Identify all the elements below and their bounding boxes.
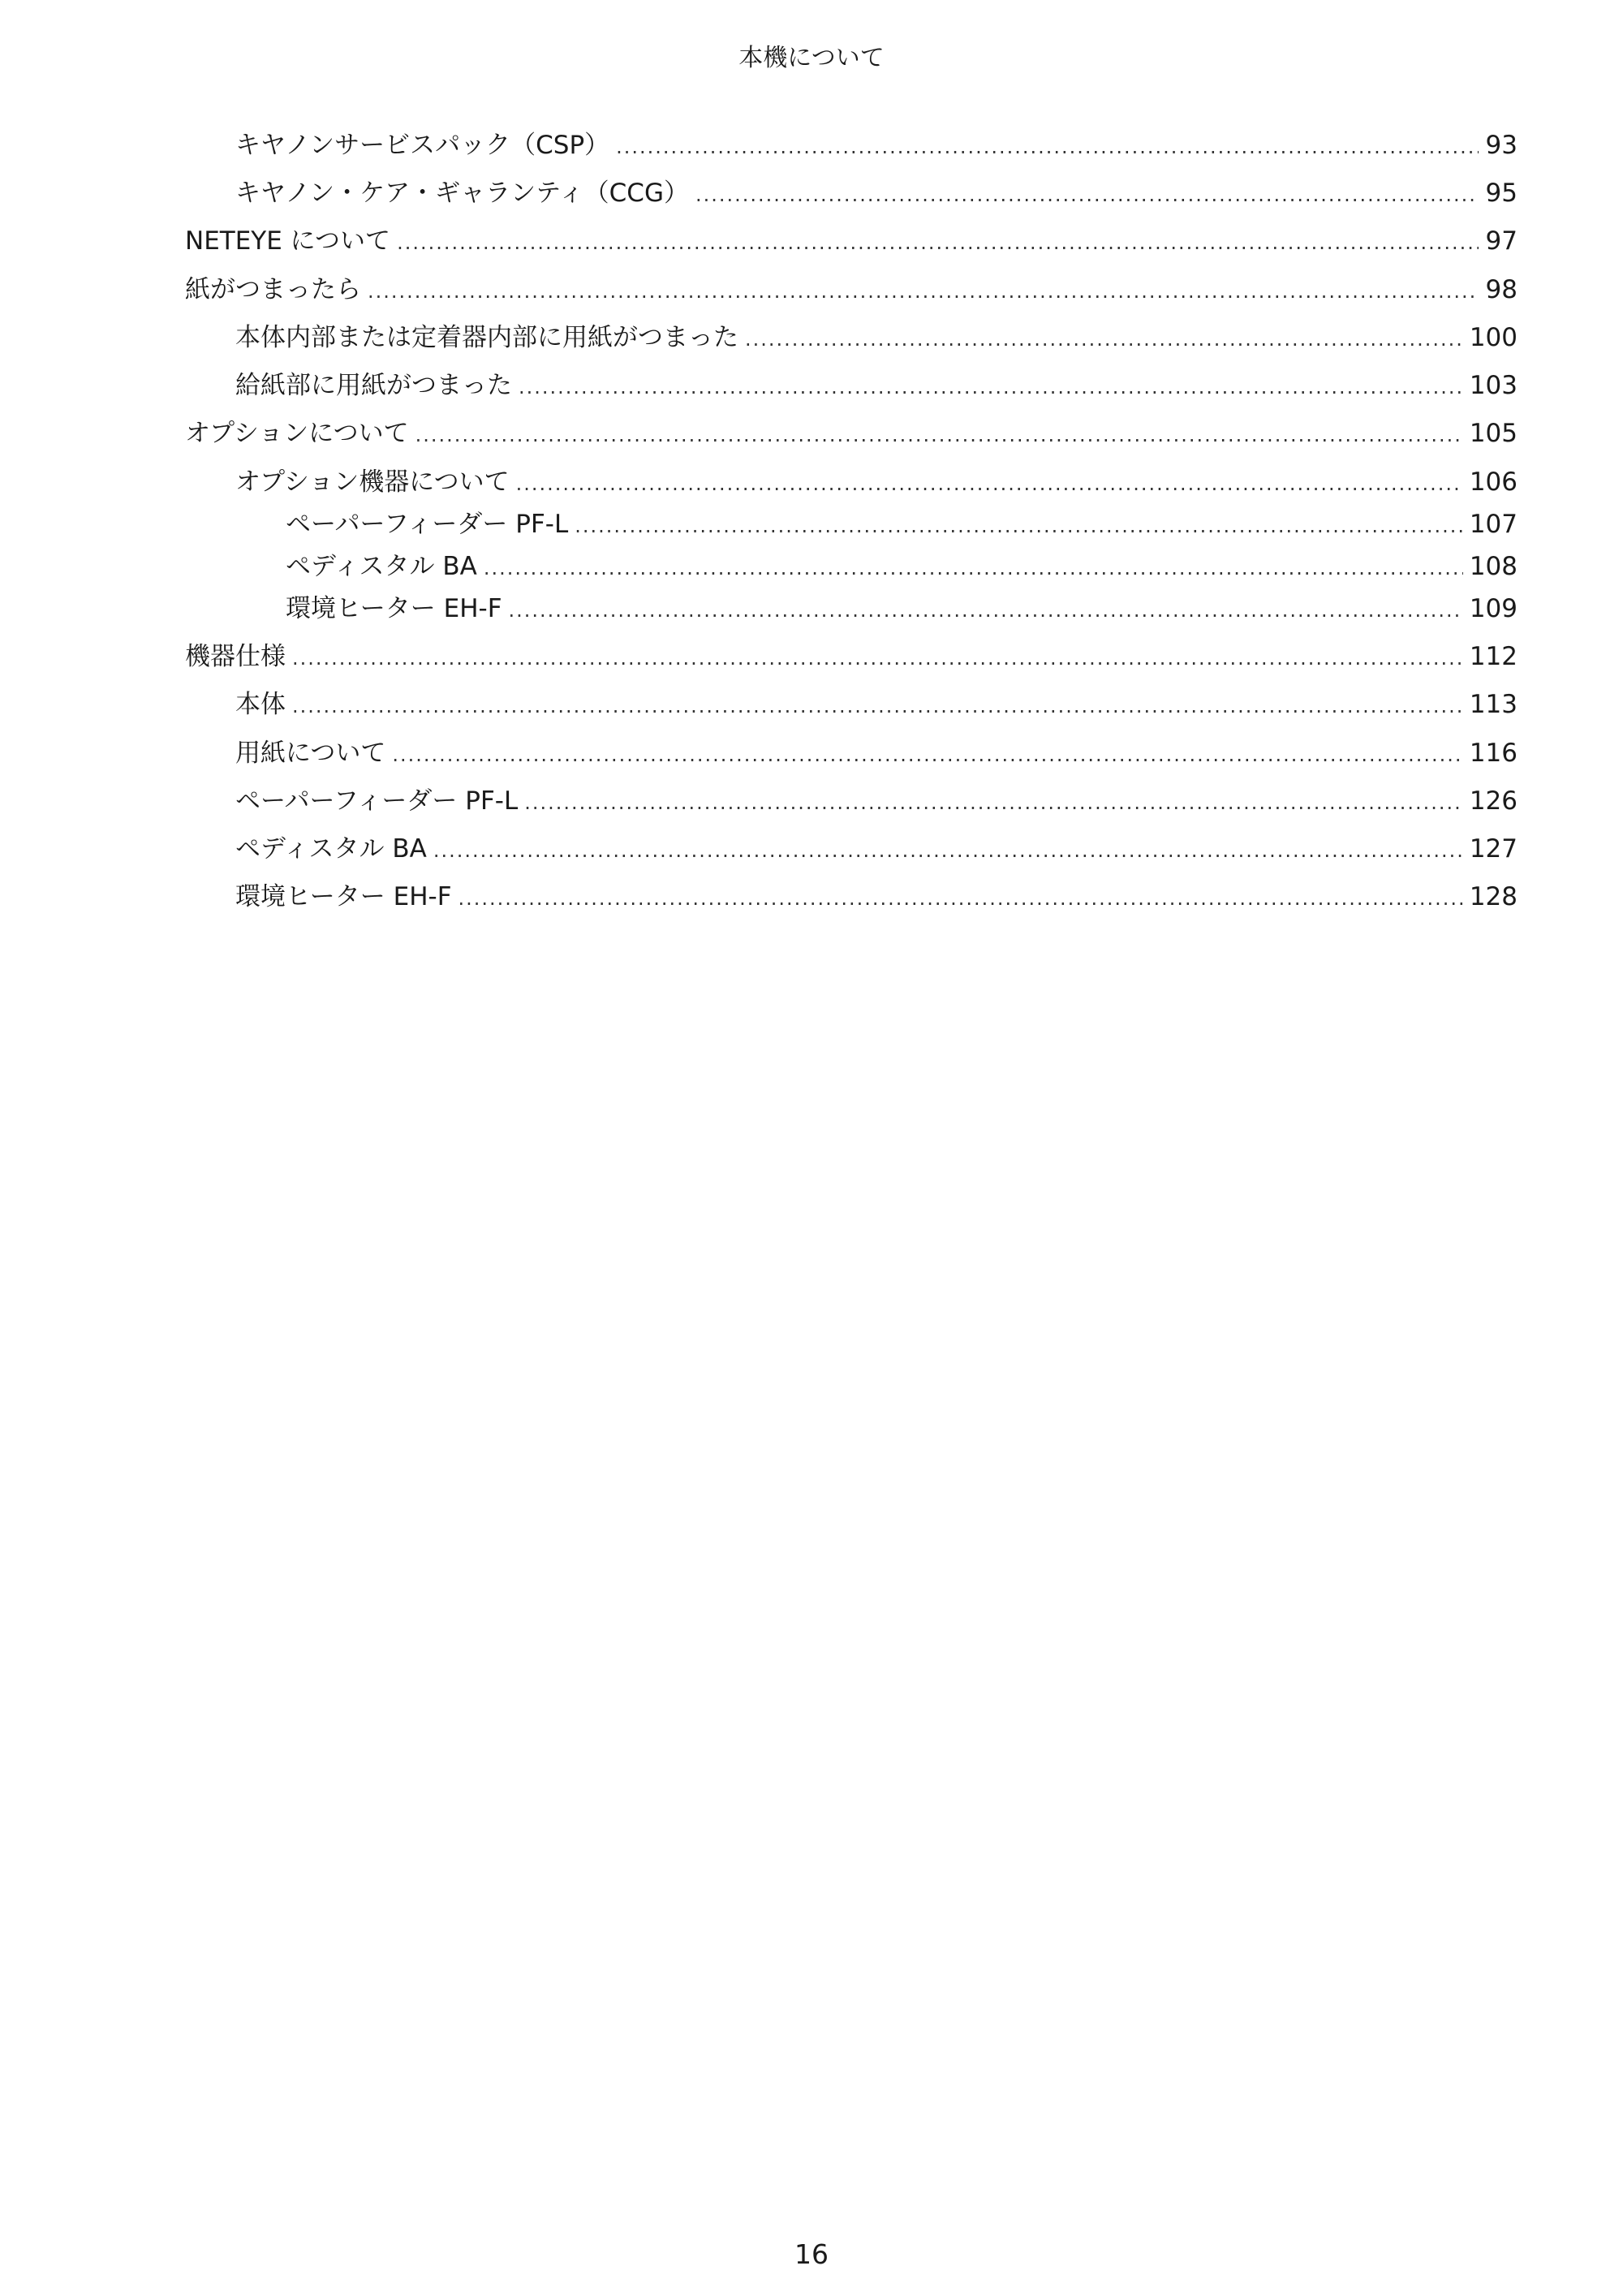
toc-leader-dots: [524, 785, 1463, 821]
toc-entry[interactable]: [185, 368, 1518, 403]
toc-entry[interactable]: [185, 879, 1518, 915]
toc-entry-title: NETEYE について: [185, 226, 391, 256]
toc-entry-title: ペーパーフィーダー PF-L: [235, 786, 519, 816]
toc-entry-title: 環境ヒーター EH-F: [286, 594, 502, 623]
toc-leader-dots: [292, 640, 1463, 676]
toc-entry-page: 126: [1469, 786, 1518, 816]
toc-leader-dots: [458, 881, 1463, 916]
toc-leader-dots: [509, 592, 1463, 628]
toc-entry[interactable]: [185, 783, 1518, 819]
toc-entry[interactable]: [185, 464, 1518, 500]
toc-entry-page: 103: [1469, 371, 1518, 400]
toc-entry-page: 109: [1469, 594, 1518, 623]
toc-entry-title: オプションについて: [185, 419, 409, 448]
toc-entry[interactable]: [185, 506, 1518, 542]
toc-entry-title: 環境ヒーター EH-F: [235, 882, 452, 911]
toc-entry-page: 95: [1485, 179, 1518, 208]
toc-entry[interactable]: [185, 272, 1518, 308]
toc-entry-title: ペディスタル BA: [235, 834, 427, 864]
toc-entry[interactable]: [185, 416, 1518, 451]
toc-entry-title: キヤノン・ケア・ギャランティ（CCG）: [235, 179, 689, 208]
toc-entry[interactable]: [185, 687, 1518, 722]
toc-leader-dots: [433, 833, 1463, 868]
toc-entry[interactable]: [185, 639, 1518, 674]
toc-entry-title: キヤノンサービスパック（CSP）: [235, 131, 610, 160]
toc-leader-dots: [415, 417, 1463, 453]
toc-entry-title: 紙がつまったら: [185, 275, 361, 304]
toc-entry-page: 106: [1469, 467, 1518, 497]
toc-entry[interactable]: [185, 831, 1518, 867]
toc-entry-page: 116: [1469, 739, 1518, 768]
toc-leader-dots: [392, 737, 1462, 773]
toc-entry-page: 97: [1485, 226, 1518, 256]
toc-leader-dots: [292, 688, 1463, 724]
toc-entry-title: オプション機器について: [235, 467, 510, 497]
toc-entry-page: 93: [1485, 131, 1518, 160]
toc-leader-dots: [484, 550, 1463, 586]
toc-entry-page: 98: [1485, 275, 1518, 304]
toc-entry-title: ペーパーフィーダー PF-L: [286, 510, 569, 539]
toc-leader-dots: [575, 508, 1463, 544]
toc-entry-page: 107: [1469, 510, 1518, 539]
toc-leader-dots: [745, 321, 1463, 357]
toc-entry-title: 本体: [235, 690, 286, 719]
toc-leader-dots: [616, 129, 1479, 165]
toc-entry-page: 127: [1469, 834, 1518, 864]
toc-leader-dots: [397, 225, 1479, 261]
toc-entry-title: 給紙部に用紙がつまった: [235, 371, 512, 400]
toc-entry[interactable]: [185, 175, 1518, 211]
toc-entry[interactable]: [185, 223, 1518, 259]
toc-leader-dots: [516, 466, 1463, 502]
toc-entry-title: 本体内部または定着器内部に用紙がつまった: [235, 323, 738, 352]
toc-entry[interactable]: [185, 591, 1518, 627]
page-header-title: 本機について: [738, 44, 885, 72]
toc-leader-dots: [695, 177, 1479, 213]
toc-entry[interactable]: [185, 320, 1518, 355]
page-number: 16: [794, 2238, 829, 2270]
toc-leader-dots: [368, 274, 1479, 309]
toc-entry-page: 113: [1469, 690, 1518, 719]
toc-entry-page: 100: [1469, 323, 1518, 352]
toc-entry-page: 128: [1469, 882, 1518, 911]
toc-entry-title: ペディスタル BA: [286, 552, 477, 581]
toc-entry-page: 108: [1469, 552, 1518, 581]
toc-entry-title: 用紙について: [235, 739, 386, 768]
toc-entry-page: 105: [1469, 419, 1518, 448]
toc-entry[interactable]: [185, 549, 1518, 584]
toc-entry-title: 機器仕様: [185, 642, 286, 671]
toc-entry[interactable]: [185, 127, 1518, 163]
toc-entry-page: 112: [1469, 642, 1518, 671]
toc-entry[interactable]: [185, 735, 1518, 771]
toc-leader-dots: [519, 369, 1463, 405]
